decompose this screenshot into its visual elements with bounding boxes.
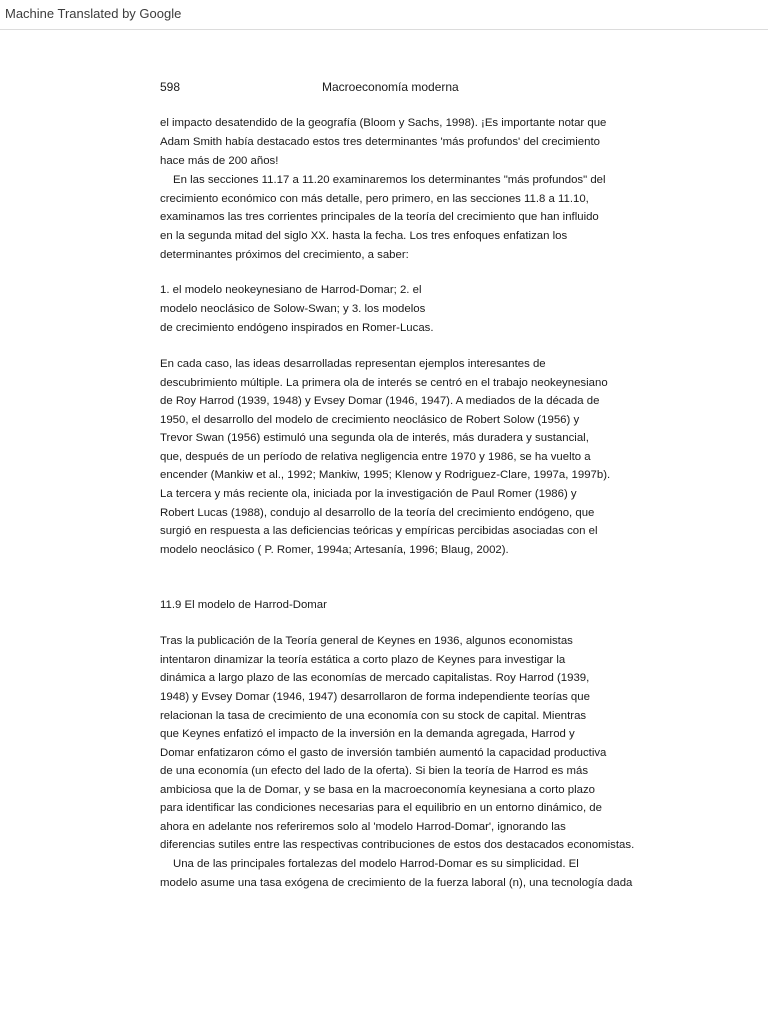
text-line: 1950, el desarrollo del modelo de crecimiento neoclásico de Robert Solow (1956) y (160, 414, 580, 426)
text-line: determinantes próximos del crecimiento, a saber: (160, 249, 409, 261)
text-line: que Keynes enfatizó el impacto de la inversión en la demanda agregada, Harrod y (160, 728, 575, 740)
text-line: descubrimiento múltiple. La primera ola de interés se centró en el trabajo neokeynesiano (160, 377, 608, 389)
text-line: el impacto desatendido de la geografía (Bloom y Sachs, 1998). ¡Es importante notar que (160, 117, 607, 129)
text-line: 1. el modelo neokeynesiano de Harrod-Domar; 2. el (160, 284, 422, 296)
text-line: Domar enfatizaron cómo el gasto de inversión también aumentó la capacidad productiva (160, 747, 607, 759)
page-number: 598 (160, 80, 181, 94)
text-line: crecimiento económico con más detalle, pero primero, en las secciones 11.8 a 11.10, (160, 193, 589, 205)
text-line: En las secciones 11.17 a 11.20 examinaremos los determinantes "más profundos" del (173, 174, 606, 186)
text-line: relacionan la tasa de crecimiento de una economía con su stock de capital. Mientras (160, 710, 587, 722)
text-line: Tras la publicación de la Teoría general de Keynes en 1936, algunos economistas (160, 635, 573, 647)
text-line: de una economía (un efecto del lado de la oferta). Si bien la teoría de Harrod es más (160, 765, 589, 777)
banner-text: Machine Translated by Google (5, 6, 182, 21)
text-line: de Roy Harrod (1939, 1948) y Evsey Domar (1946, 1947). A mediados de la década de (160, 395, 600, 407)
text-line: La tercera y más reciente ola, iniciada por la investigación de Paul Romer (1986) y (160, 488, 577, 500)
text-line: en la segunda mitad del siglo XX. hasta la fecha. Los tres enfoques enfatizan los (160, 230, 568, 242)
section-heading: 11.9 El modelo de Harrod-Domar (160, 599, 327, 611)
text-line: ambiciosa que la de Domar, y se basa en la macroeconomía keynesiana a corto plazo (160, 784, 595, 796)
text-line: que, después de un período de relativa negligencia entre 1970 y 1986, se ha vuelto a (160, 451, 591, 463)
text-line: examinamos las tres corrientes principales de la teoría del crecimiento que han influido (160, 211, 599, 223)
text-line: Trevor Swan (1956) estimuló una segunda ola de interés, más duradera y sustancial, (160, 432, 589, 444)
translation-banner (0, 0, 768, 30)
text-line: intentaron dinamizar la teoría estática a corto plazo de Keynes para investigar la (160, 654, 566, 666)
text-line: encender (Mankiw et al., 1992; Mankiw, 1995; Klenow y Rodriguez-Clare, 1997a, 1997b). (160, 469, 611, 481)
text-line: ahora en adelante nos referiremos solo al 'modelo Harrod-Domar', ignorando las (160, 821, 566, 833)
text-line: surgió en respuesta a las deficiencias teóricas y empíricas percibidas asociadas con el (160, 525, 598, 537)
running-title: Macroeconomía moderna (322, 80, 459, 94)
text-line: Robert Lucas (1988), condujo al desarrollo de la teoría del crecimiento endógeno, que (160, 507, 595, 519)
text-line: Adam Smith había destacado estos tres determinantes 'más profundos' del crecimiento (160, 136, 600, 148)
text-line: 1948) y Evsey Domar (1946, 1947) desarrollaron de forma independiente teorías que (160, 691, 590, 703)
text-line: modelo neoclásico ( P. Romer, 1994a; Artesanía, 1996; Blaug, 2002). (160, 544, 509, 556)
text-line: En cada caso, las ideas desarrolladas representan ejemplos interesantes de (160, 358, 546, 370)
text-line: diferencias sutiles entre las respectivas contribuciones de estos dos destacados economistas. (160, 839, 635, 851)
text-line: modelo neoclásico de Solow-Swan; y 3. los modelos (160, 303, 426, 315)
text-line: Una de las principales fortalezas del modelo Harrod-Domar es su simplicidad. El (173, 858, 579, 870)
text-line: modelo asume una tasa exógena de crecimiento de la fuerza laboral (n), una tecnología dada (160, 877, 633, 889)
text-line: hace más de 200 años! (160, 155, 279, 167)
text-line: dinámica a largo plazo de las economías de mercado capitalistas. Roy Harrod (1939, (160, 672, 590, 684)
text-line: para identificar las condiciones necesarias para el equilibrio en un entorno dinámico, de (160, 802, 602, 814)
text-line: de crecimiento endógeno inspirados en Romer-Lucas. (160, 322, 434, 334)
